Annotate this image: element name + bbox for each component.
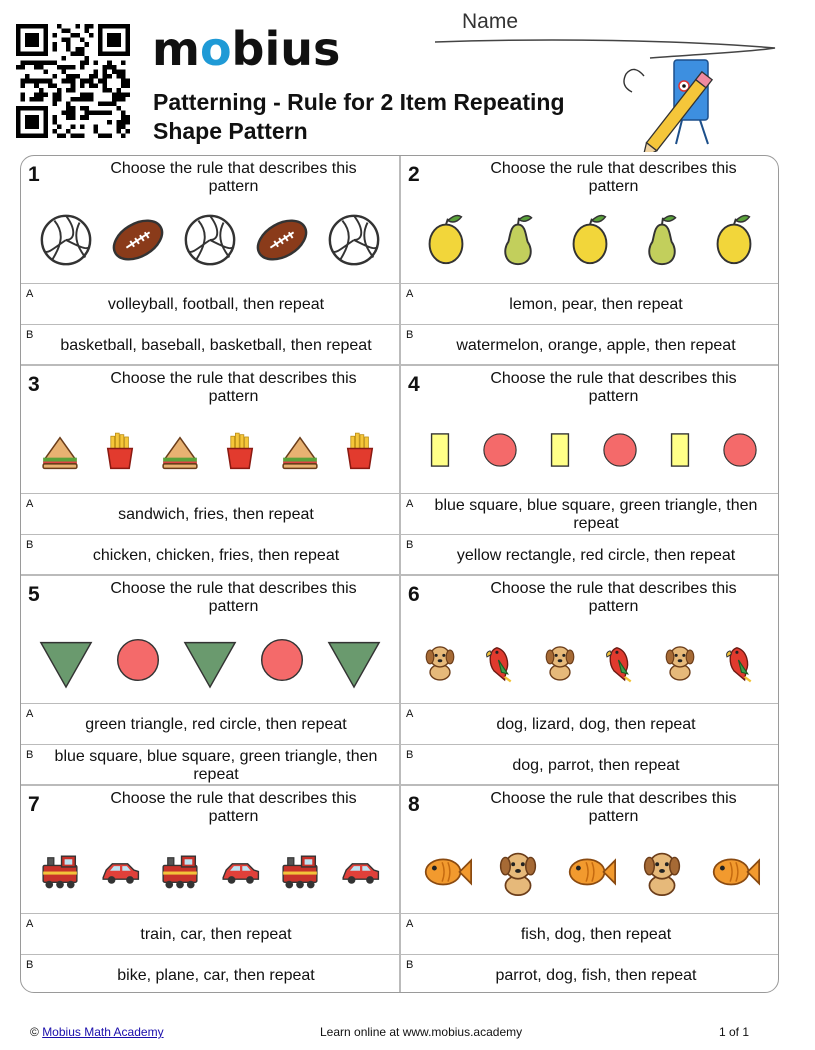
train-icon <box>283 856 317 888</box>
red-circle-icon <box>118 640 159 681</box>
option-letter: A <box>406 498 414 510</box>
question-box <box>21 366 399 494</box>
question-number: 1 <box>28 163 40 186</box>
dog-icon <box>501 854 536 896</box>
option-letter: A <box>406 708 414 720</box>
pear-icon <box>505 216 531 264</box>
volleyball-icon <box>42 216 90 264</box>
question-number: 3 <box>28 373 40 396</box>
yellow-rectangle-icon <box>672 434 689 466</box>
copyright-symbol: © <box>30 1025 39 1039</box>
question-box <box>21 156 399 284</box>
option-letter: B <box>26 539 34 551</box>
red-circle-icon <box>604 434 636 466</box>
option-text: volleyball, football, then repeat <box>107 295 325 313</box>
question-2 <box>401 156 779 366</box>
question-grid <box>20 155 779 993</box>
dog-icon <box>666 647 694 680</box>
question-3 <box>21 366 399 576</box>
option-letter: A <box>406 288 414 300</box>
pattern-pictures <box>401 620 779 700</box>
question-8 <box>401 786 779 993</box>
option-letter: B <box>26 749 34 761</box>
sandwich-icon <box>283 438 317 469</box>
pattern-pictures <box>401 830 779 910</box>
question-box <box>401 786 779 914</box>
answer-option-a[interactable] <box>21 285 399 325</box>
question-prompt: Choose the rule that describes this pattern <box>490 790 737 825</box>
answer-option-a[interactable] <box>21 705 399 745</box>
name-label: Name <box>462 10 519 33</box>
row-divider <box>21 574 778 576</box>
answer-option-a[interactable] <box>401 705 779 745</box>
volleyball-icon <box>186 216 234 264</box>
question-4 <box>401 366 779 576</box>
fish-icon <box>714 859 759 884</box>
option-letter: A <box>406 918 414 930</box>
question-6 <box>401 576 779 786</box>
football-icon <box>251 213 313 268</box>
answer-option-b[interactable] <box>21 746 399 786</box>
question-prompt: Choose the rule that describes this pattern <box>110 580 357 615</box>
mascot-pencil-icon <box>612 52 742 152</box>
dog-icon <box>546 647 574 680</box>
option-text: green triangle, red circle, then repeat <box>85 715 347 733</box>
fries-icon <box>348 433 373 468</box>
option-text: sandwich, fries, then repeat <box>118 505 314 523</box>
question-number: 8 <box>408 793 420 816</box>
question-box <box>401 366 779 494</box>
car-icon <box>223 864 258 884</box>
option-letter: B <box>26 959 34 971</box>
row-divider <box>21 784 778 786</box>
dog-icon <box>645 854 680 896</box>
option-letter: A <box>26 708 34 720</box>
pattern-pictures <box>21 200 399 280</box>
volleyball-icon <box>330 216 378 264</box>
fish-icon <box>570 859 615 884</box>
option-text: blue square, blue square, green triangle, then repeat <box>54 747 378 783</box>
question-number: 5 <box>28 583 40 606</box>
answer-option-b[interactable] <box>401 326 779 366</box>
option-text: parrot, dog, fish, then repeat <box>495 966 697 984</box>
dog-icon <box>426 647 454 680</box>
option-letter: B <box>26 329 34 341</box>
option-text: train, car, then repeat <box>140 925 292 943</box>
question-number: 6 <box>408 583 420 606</box>
answer-option-a[interactable] <box>401 915 779 955</box>
option-text: basketball, baseball, basketball, then repeat <box>60 336 372 354</box>
worksheet-title: Patterning - Rule for 2 Item Repeating Shape Pattern <box>153 89 565 144</box>
option-text: yellow rectangle, red circle, then repeat <box>456 546 736 564</box>
question-prompt: Choose the rule that describes this pattern <box>490 370 737 405</box>
train-icon <box>163 856 197 888</box>
answer-option-a[interactable] <box>21 915 399 955</box>
option-text: fish, dog, then repeat <box>520 925 672 943</box>
option-letter: B <box>406 539 414 551</box>
red-circle-icon <box>484 434 516 466</box>
green-triangle-icon <box>41 643 91 687</box>
page-number: 1 of 1 <box>719 1025 750 1039</box>
question-number: 2 <box>408 163 420 186</box>
option-letter: A <box>26 918 34 930</box>
answer-option-a[interactable] <box>21 495 399 535</box>
red-circle-icon <box>724 434 756 466</box>
question-prompt: Choose the rule that describes this pattern <box>110 790 357 825</box>
answer-option-b[interactable] <box>21 536 399 576</box>
football-icon <box>107 213 169 268</box>
option-text: bike, plane, car, then repeat <box>117 966 315 984</box>
car-icon <box>103 864 138 884</box>
pattern-pictures <box>21 410 399 490</box>
lemon-icon <box>574 216 607 264</box>
pear-icon <box>649 216 675 264</box>
option-text: chicken, chicken, fries, then repeat <box>92 546 340 564</box>
question-prompt: Choose the rule that describes this pattern <box>110 370 357 405</box>
option-letter: B <box>406 959 414 971</box>
fish-icon <box>426 859 471 884</box>
sandwich-icon <box>163 438 197 469</box>
question-prompt: Choose the rule that describes this pattern <box>490 160 737 195</box>
academy-link[interactable]: Mobius Math Academy <box>42 1025 164 1039</box>
pattern-pictures <box>21 830 399 910</box>
option-text: dog, parrot, then repeat <box>512 756 680 774</box>
yellow-rectangle-icon <box>552 434 569 466</box>
car-icon <box>343 864 378 884</box>
parrot-icon <box>607 648 631 682</box>
answer-option-b[interactable] <box>401 956 779 993</box>
yellow-rectangle-icon <box>432 434 449 466</box>
answer-option-b[interactable] <box>21 956 399 993</box>
option-letter: B <box>406 329 414 341</box>
question-5 <box>21 576 399 786</box>
train-icon <box>43 856 77 888</box>
answer-option-b[interactable] <box>21 326 399 366</box>
sandwich-icon <box>43 438 77 469</box>
fries-icon <box>108 433 133 468</box>
row-divider <box>21 364 778 366</box>
footer-learn-online: Learn online at www.mobius.academy <box>320 1025 523 1039</box>
question-number: 4 <box>408 373 420 396</box>
question-number: 7 <box>28 793 40 816</box>
question-7 <box>21 786 399 993</box>
option-text: watermelon, orange, apple, then repeat <box>456 336 736 354</box>
option-text: lemon, pear, then repeat <box>509 295 683 313</box>
pattern-pictures <box>21 620 399 700</box>
question-1 <box>21 156 399 366</box>
option-letter: A <box>26 498 34 510</box>
pattern-pictures <box>401 410 779 490</box>
parrot-icon <box>727 648 751 682</box>
mobius-logo: mobius <box>152 22 341 76</box>
option-text: blue square, blue square, green triangle, then repeat <box>434 496 758 532</box>
parrot-icon <box>487 648 511 682</box>
option-text: dog, lizard, dog, then repeat <box>496 715 696 733</box>
qr-code <box>16 24 130 138</box>
answer-option-a[interactable] <box>401 495 779 535</box>
question-prompt: Choose the rule that describes this pattern <box>490 580 737 615</box>
lemon-icon <box>718 216 751 264</box>
fries-icon <box>228 433 253 468</box>
option-letter: B <box>406 749 414 761</box>
question-box <box>21 786 399 914</box>
lemon-icon <box>430 216 463 264</box>
question-box <box>401 156 779 284</box>
footer-copyright <box>30 1025 164 1039</box>
option-letter: A <box>26 288 34 300</box>
answer-option-a[interactable] <box>401 285 779 325</box>
green-triangle-icon <box>329 643 379 687</box>
pattern-pictures <box>401 200 779 280</box>
question-box <box>401 576 779 704</box>
answer-option-b[interactable] <box>401 536 779 576</box>
red-circle-icon <box>262 640 303 681</box>
answer-option-b[interactable] <box>401 746 779 786</box>
question-box <box>21 576 399 704</box>
question-prompt: Choose the rule that describes this pattern <box>110 160 357 195</box>
green-triangle-icon <box>185 643 235 687</box>
